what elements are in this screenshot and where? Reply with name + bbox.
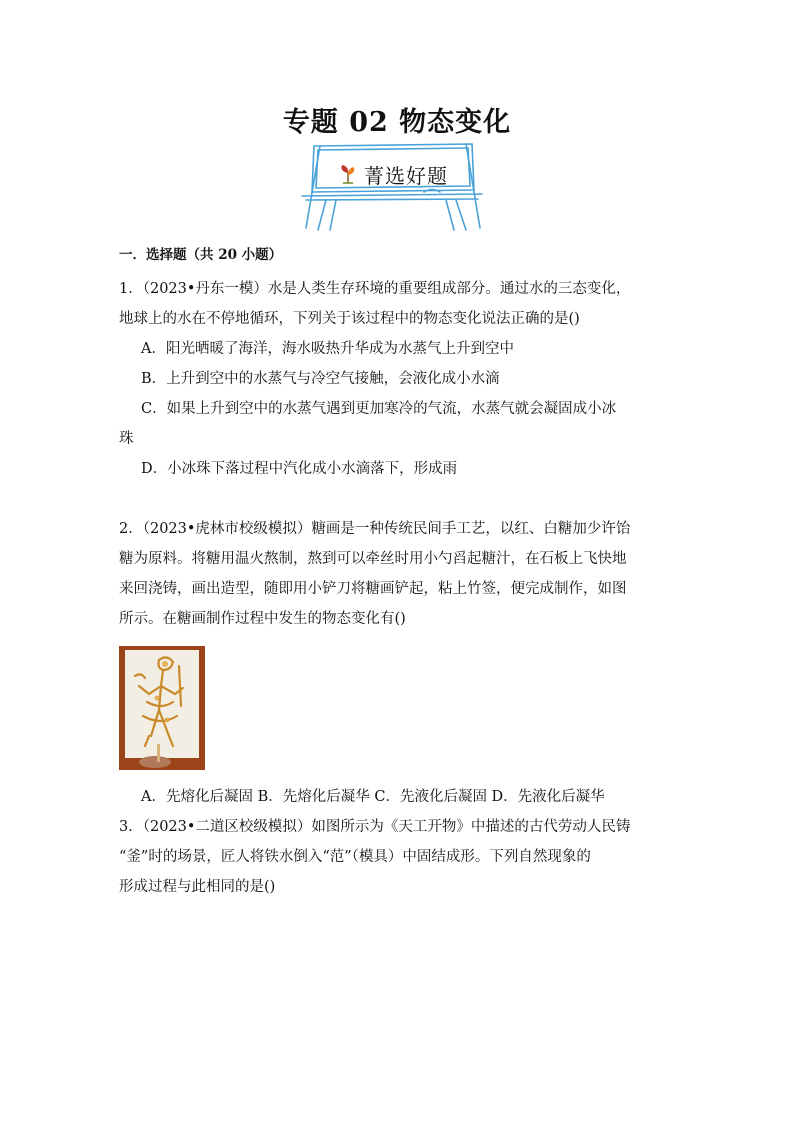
question-text-line: 1．（2023•丹东一模）水是人类生存环境的重要组成部分。通过水的三态变化， <box>119 281 631 297</box>
option-c: C．如果上升到空中的水蒸气遇到更加寒冷的气流，水蒸气就会凝固成小冰 <box>141 401 617 417</box>
question-text-line: 来回浇铸，画出造型，随即用小铲刀将糖画铲起，粘上竹签，便完成制作，如图 <box>119 581 627 597</box>
sugar-painting-image <box>119 646 205 770</box>
question-text-line: 所示。在糖画制作过程中发生的物态变化有() <box>119 611 406 627</box>
banner-label: 菁选好题 <box>364 164 448 188</box>
question-3 <box>119 812 679 902</box>
question-text-line: 3．（2023•二道区校级模拟）如图所示为《天工开物》中描述的古代劳动人民铸 <box>119 819 631 835</box>
question-text-line: “釜”时的场景，匠人将铁水倒入“范”（模具）中固结成形。下列自然现象的 <box>119 849 591 865</box>
page-title: 专题 02 物态变化 <box>282 107 512 138</box>
option-a: A．阳光晒暖了海洋，海水吸热升华成为水蒸气上升到空中 <box>141 341 514 357</box>
option-d: D．小冰珠下落过程中汽化成小水滴落下，形成雨 <box>141 461 458 477</box>
question-text-line: 地球上的水在不停地循环，下列关于该过程中的物态变化说法正确的是() <box>119 311 580 327</box>
leaf-icon <box>337 163 359 185</box>
question-2-options <box>119 782 679 812</box>
question-2 <box>119 514 679 634</box>
question-text-line: 形成过程与此相同的是() <box>119 879 276 895</box>
section-heading: 一．选择题（共 20 小题） <box>119 247 283 263</box>
option-c-continued: 珠 <box>119 431 134 447</box>
question-text-line: 糖为原料。将糖用温火熬制，熬到可以牵丝时用小勺舀起糖汁，在石板上飞快地 <box>119 551 627 567</box>
question-text-line: 2．（2023•虎林市校级模拟）糖画是一种传统民间手工艺，以红、白糖加少许饴 <box>119 521 631 537</box>
question-1 <box>119 274 679 484</box>
options-inline: A．先熔化后凝固 B．先熔化后凝华 C．先液化后凝固 D．先液化后凝华 <box>141 789 605 805</box>
option-b: B．上升到空中的水蒸气与冷空气接触，会液化成小水滴 <box>141 371 500 387</box>
